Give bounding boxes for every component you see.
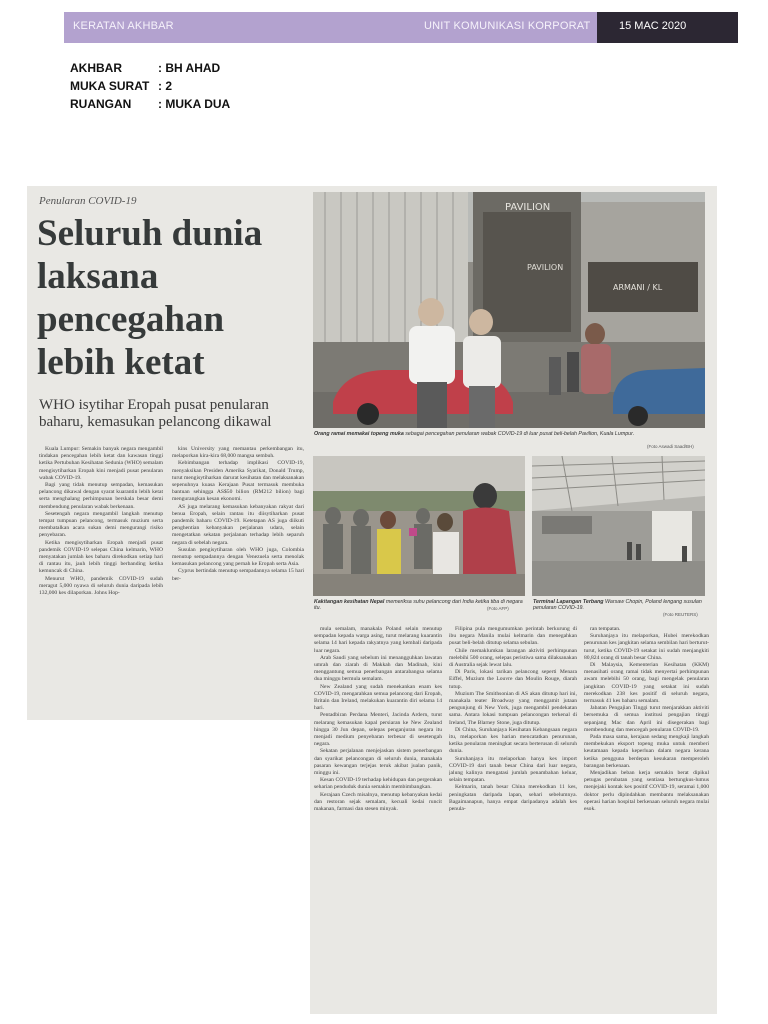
header-date-band [597,12,738,43]
photo-warsaw-credit: (Foto REUTERS) [663,612,698,617]
paragraph: Di Paris, lokasi tarikan pelancong seperti Menara Eiffel, Muzium the Louvre dan Moulin Rouge, diarah tutup. [449,669,577,690]
paragraph: Muzium The Smithsonian di AS akan ditutup hari ini, manakala teater Broadway yang menggamit jutaan pengunjung di New York, juga mengambil pendekatan sama. Antara lokasi tumpuan pelancongan terkenal di Ireland, The Blarney Stone, juga ditutup. [449,690,577,726]
clipping-header-bar [64,12,738,43]
paragraph: kins University yang memantau perkembangan itu, melaporkan kira-kira 68,000 mangsa sembuh. [172,446,304,460]
meta-row-newspaper [70,61,230,79]
paragraph: Jabatan Pengajian Tinggi turut menjarakkan aktiviti bersemuka di semua institusi pengajian tinggi sepanjang Mac dan April ini disegerakan bagi membendung dan mencegah penularan COVID-19. [584,705,709,733]
photo-pavilion-street [313,192,705,428]
paragraph: AS juga melarang kemasukan kebanyakan rakyat dari benua Eropah, selain rantau itu diisytiharkan pusat pandemik baharu COVID-19. Ketetapan AS juga diikuti penghentian kebanyakan perjalanan udara, selain mengetatkan sekatan perjalanan terhadap lebih separuh negara di sebelah negara. [172,503,304,546]
clipping-meta [70,61,230,115]
article-kicker: Penularan COVID-19 [39,195,137,207]
paragraph: Suruhanjaya itu melaporkan, Hubei merekodkan penurunan kes jangkitan selama sembilan hari berturut-turut, ketika COVID-19 setakat ini sudah menjangkiti 80,824 orang di tanah besar China. [584,633,709,661]
meta-row-page [70,79,230,97]
paragraph: Susulan pengisytiharan oleh WHO juga, Colombia menutup sempadannya dengan Venezuela serta menolak kemasukan pelancong yang pernah ke Eropah serta Asia. [172,546,304,568]
header-date: 15 MAC 2020 [619,20,687,32]
paragraph: Kebimbangan terhadap implikasi COVID-19, menyaksikan Presiden Amerika Syarikat, Donald Trump, turut mengisytiharkan darurat kesihatan dan melaksanakan sepenuhnya kuasa Kerajaan Pusat termasuk membuka bantuan sehingga AS$50 bilion (RM212 bilion) bagi mengurangkan kesan ekonomi. [172,460,304,503]
paragraph: Pada masa sama, kerajaan sedang mengkaji langkah membekukan eksport topeng muka untuk memberi keutamaan kepada keperluan dalam negara kerana ketika pengguna berdepan kesukaran memperoleh barangan berkenaan. [584,734,709,769]
paragraph: ran tempatan. [590,626,621,632]
paragraph: Di China, Suruhanjaya Kesihatan Kebangsaan negara itu, melaporkan kes harian mencatatkan penurunan, ketika penularan meningkat secara berterusan di seluruh dunia. [449,726,577,755]
photo-pavilion-caption [314,431,704,437]
paragraph: Suruhanjaya itu melaporkan hanya kes import COVID-19 dari tanah besar China dari luar negara, jalung kalinya mengatasi jumlah penambahan keluar, selain tempatan. [449,755,577,784]
article-column-2 [172,446,304,716]
article-column-4 [449,626,577,1006]
photo-warsaw-caption [533,599,705,611]
meta-key-section: RUANGAN [70,97,132,111]
paragraph: Kesan COVID-19 terhadap kehidupan dan pergerakan seharian penduduk dunia semakin membimbangkan. [314,777,442,791]
header-label-unit: UNIT KOMUNIKASI KORPORAT [424,20,591,32]
article-column-5 [584,626,709,1006]
paragraph: Kuala Lumpur: Semakin banyak negara mengambil tindakan pencegahan lebih ketat dan kawasan tinggi ketika Pertubuhan Kesihatan Sedunia (WHO) semalam mengisytiharkan Eropah kini menjadi pusat penularan wabak COVID-19. [39,446,163,481]
paragraph: Cyprus bertindak menutup sempadannya selama 15 hari ber- [172,568,304,582]
paragraph: Di Malaysia, Kementerian Kesihatan (KKM) menasihati orang ramai tidak menyertai perhimpunan awam melebihi 50 orang, bagi mengelak penularan jangkitan COVID-19 yang setakat ini sudah merekodkan 238 kes positif di seluruh negara, termasuk 41 kes baharu semalam. [584,662,709,705]
caption-lead: Terminal Lapangan Terbang [533,599,604,605]
paragraph: Sesetengah negara mengambil langkah menutup tempat tumpuan pelancong, termasuk muzium serta membatalkan acara sukan demi mengurangi risiko penyebaran. [39,510,163,539]
paragraph: Sekatan perjalanan menjejaskan sistem penerbangan dan syarikat pelancongan di seluruh dunia, manakala pasaran kewangan terjejas teruk akibat jualan panik, minggu ini. [314,748,442,777]
photo-pavilion-credit: (Foto Aswadi Saad/BH) [647,444,694,449]
paragraph: Ketika mengisytiharkan Eropah menjadi pusat pandemik COVID-19 selepas China kelmarin, WHO menyatakan jumlah kes baharu direkodkan setiap hari di rantau itu, jauh lebih tinggi berbanding ketika kemuncak di China. [39,539,163,575]
paragraph: Chile memaklumkan larangan aktiviti perhimpunan melebihi 500 orang, selepas peristiwa sama dilaksanakan di Australia sejak lewat lalu. [449,647,577,669]
paragraph: Kerajaan Czech misalnya, menutup kebanyakan kedai dan restoran sejak semalam, kecuali kedai runcit makanan, farmasi dan stesen minyak. [314,791,442,813]
article-column-1 [39,446,163,716]
paragraph: Pentadbiran Perdana Menteri, Jacinda Ardern, turut melarang kemasukan kapal persiaran ke New Zealand hingga 30 Jun depan, selepas penganjuran negara itu menjadi medium penyebaran terbesar di sesetengah negara. [314,712,442,748]
paragraph: Menjadikan beban kerja semakin berat dipikul petugas perubatan yang sentiasa bertungkus-lumus menjejaki kontak kes positif COVID-19, seramai 1,000 doktor perlu dipindahkan membantu melaksanakan operasi harian hospital berkenaan seluruh negara mulai esok. [584,770,709,813]
article-column-3 [314,626,442,1006]
meta-key-newspaper: AKHBAR [70,61,122,75]
photo-nepal-screening-image [313,456,525,596]
caption-text: memeriksa suhu pelancong dari India ketika tiba di negara itu. [314,599,523,612]
caption-text: sebagai pencegahan penularan wabak COVID-19 di luar pusat beli-belah Pavilion, Kuala Lumpur. [403,431,635,437]
sign-pavilion-main: PAVILION [505,202,551,213]
meta-value-page: : 2 [158,79,173,93]
caption-lead: Orang ramai memakai topeng muka [314,431,404,437]
photo-warsaw-airport [532,456,705,596]
paragraph: New Zealand yang sudah menekankan enam kes COVID-19, mengarahkan semua pelancong dari Eropah, Britain dan Ireland, melakukan kuarantin diri selama 14 hari. [314,683,442,712]
caption-lead: Kakitangan kesihatan Nepal [314,599,385,605]
article-headline: Seluruh dunia laksana pencegahan lebih ketat [37,213,263,383]
paragraph: Filipina pula mengumumkan perintah berkurung di ibu negara Manila mulai kelmarin dan menegahkan pusat beli-belah ditutup selama sebulan. [449,626,577,647]
article-subhead: WHO isytihar Eropah pusat penularan baharu, kemasukan pelancong dikawal [39,397,272,430]
header-label-clipping: KERATAN AKHBAR [73,20,174,32]
paragraph: mula semalam, manakala Poland selain menutup sempadan kepada warga asing, turut melarang kuarantin selama 14 hari kepada rakyatnya yang kembali daripada luar negara. [314,626,442,654]
newspaper-clipping [27,186,717,1014]
caption-text: Warsaw Chopin, Poland lengang susulan penularan COVID-19. [533,599,702,612]
paragraph: Kelmarin, tanah besar China merekodkan 11 kes, peningkatan daripada lapan, sehari sebelumnya. Bagaimanapun, hanya empat daripadanya adalah kes penula- [449,784,577,813]
photo-nepal-credit: (Foto AFP) [487,606,509,611]
meta-value-section: : MUKA DUA [158,97,231,111]
sign-armani: ARMANI / KL [613,283,663,292]
sign-pavilion-secondary: PAVILION [527,263,564,272]
paragraph: Bagi yang tidak menutup sempadan, kemasukan pelancong dikawal dengan syarat kuarantin lebih ketat serta menghalang perhimpunan berskala besar demi membendung penularan wabak berkenaan. [39,482,163,510]
photo-pavilion-street-image [313,192,705,428]
meta-row-section [70,97,230,115]
paragraph: Arab Saudi yang sebelum ini menangguhkan lawatan umrah dan ziarah di Makkah dan Madinah, kini menggantung semua penerbangan antarabangsa selama dua minggu bermula semalam. [314,654,442,683]
photo-warsaw-airport-image [532,456,705,596]
meta-key-page: MUKA SURAT [70,79,150,93]
photo-nepal-screening [313,456,525,596]
paragraph: Menurut WHO, pandemik COVID-19 sudah meragut 5,000 nyawa di seluruh dunia daripada lebih 132,000 kes dilaporkan. Johns Hop- [39,575,163,597]
header-left-band [64,12,597,43]
meta-value-newspaper: : BH AHAD [158,61,221,75]
